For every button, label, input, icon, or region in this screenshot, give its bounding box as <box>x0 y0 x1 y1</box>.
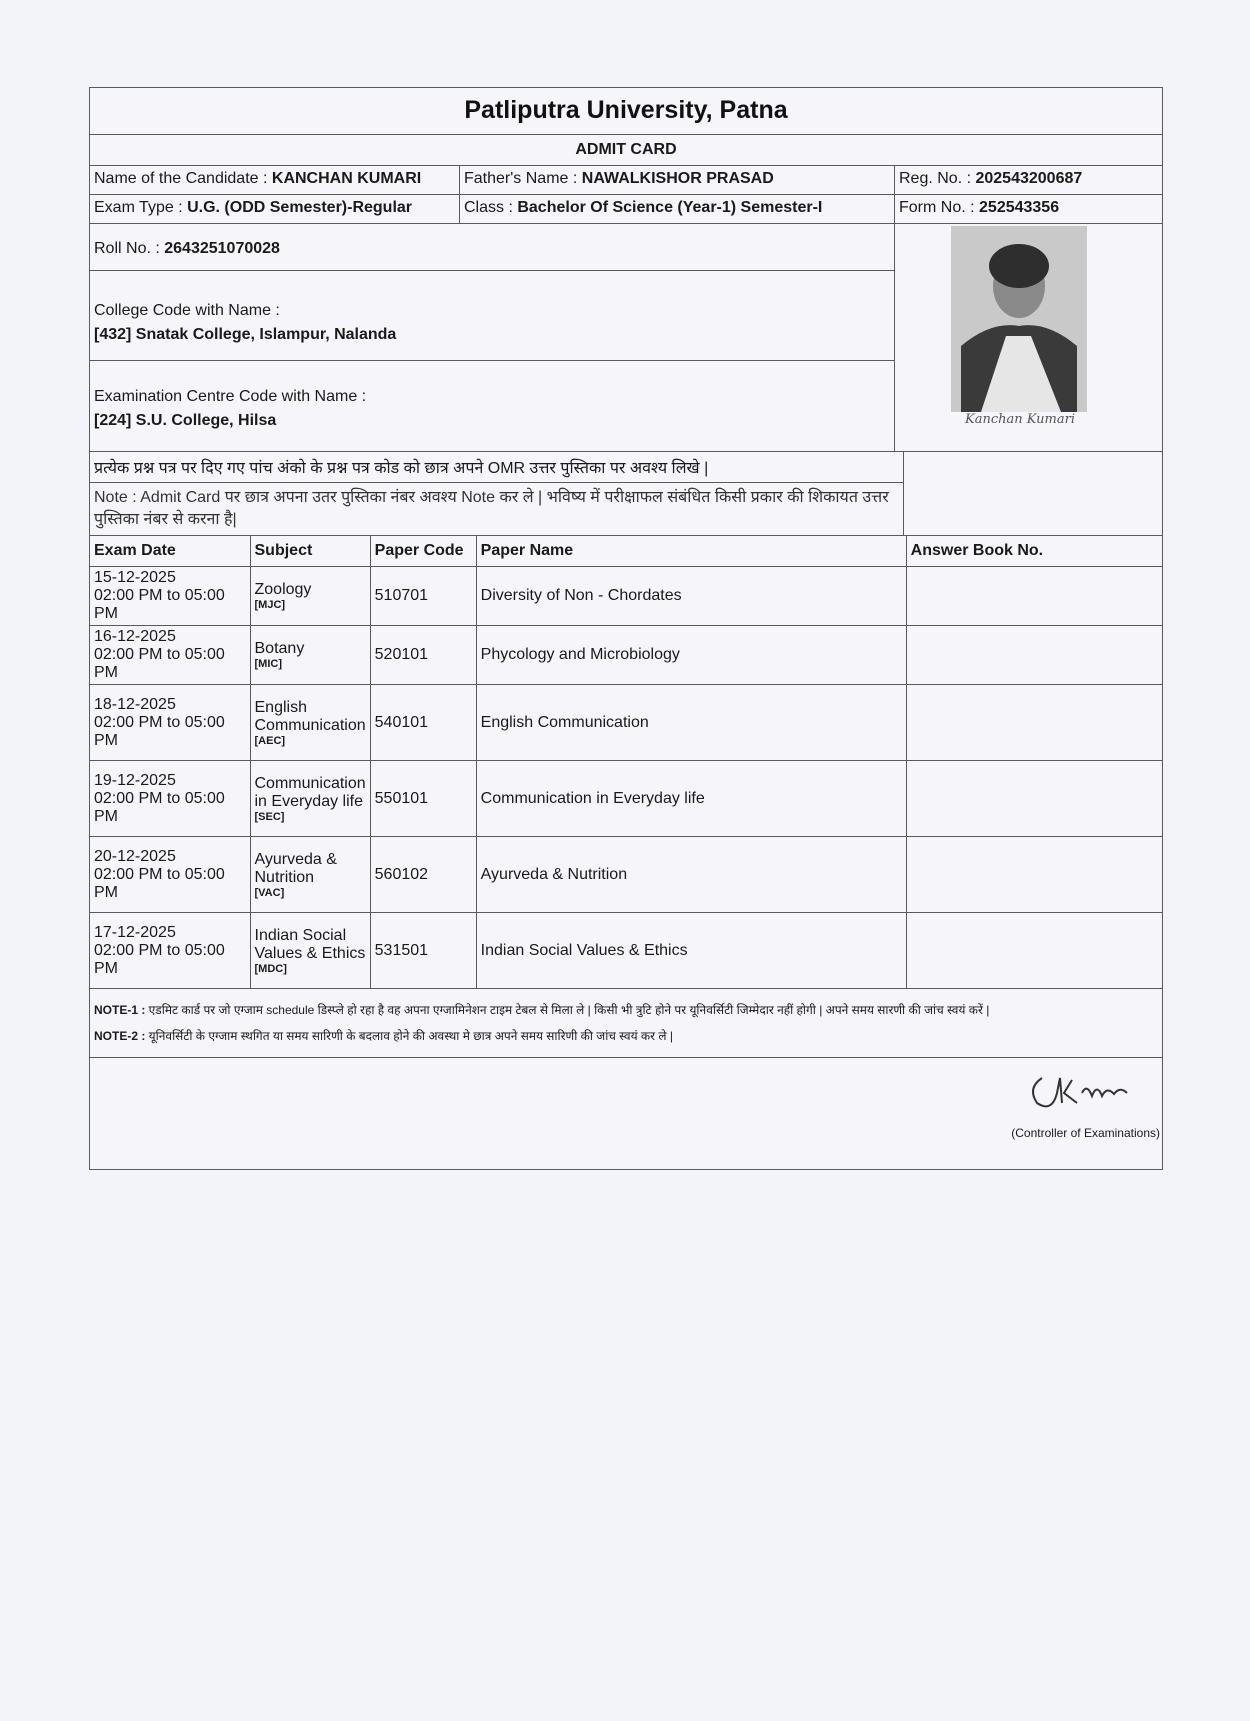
roll-no-label: Roll No. : <box>94 240 165 257</box>
exam-time: 02:00 PM to 05:00 PM <box>94 865 225 901</box>
subject-cell <box>250 567 370 626</box>
paper-name: Diversity of Non - Chordates <box>476 567 906 626</box>
father-name-label: Father's Name : <box>464 170 582 187</box>
reg-no <box>895 166 1162 194</box>
answer-book-no <box>906 685 1162 761</box>
exam-type-value: U.G. (ODD Semester)-Regular <box>187 199 413 216</box>
subject-cell <box>250 626 370 685</box>
admit-card-title: ADMIT CARD <box>90 135 1162 166</box>
exam-date: 16-12-2025 <box>94 628 176 645</box>
note-2-label: NOTE-2 : <box>94 1029 149 1043</box>
candidate-name-value: KANCHAN KUMARI <box>271 170 422 187</box>
paper-name: Indian Social Values & Ethics <box>476 913 906 989</box>
answer-book-no <box>906 626 1162 685</box>
exam-type-label: Exam Type : <box>94 199 188 216</box>
table-row <box>90 761 1162 837</box>
college-info <box>90 271 894 361</box>
answer-book-no <box>906 837 1162 913</box>
centre-info <box>90 361 894 449</box>
centre-value: [224] S.U. College, Hilsa <box>94 412 277 429</box>
college-label: College Code with Name : <box>94 302 280 319</box>
admit-card <box>89 87 1163 1170</box>
paper-code: 520101 <box>370 626 476 685</box>
table-header-row <box>90 536 1162 567</box>
exam-type <box>90 195 460 223</box>
subject-tag: [MIC] <box>254 658 282 670</box>
candidate-name <box>90 166 460 194</box>
notes-section <box>90 989 1162 1058</box>
table-row <box>90 567 1162 626</box>
candidate-signature: Kanchan Kumari <box>965 412 1075 427</box>
candidate-name-label: Name of the Candidate : <box>94 170 272 187</box>
note-1-text: एडमिट कार्ड पर जो एग्जाम schedule डिस्प्ले हो रहा है वह अपना एग्जामिनेशन टाइम टेबल से मिला ले | किसी भी त्रुटि होने पर यूनिवर्सिटी जिम्मेदार नहीं होगी | अपने समय सारणी की जांच स्वयं करें | <box>148 1003 990 1017</box>
exam-date: 15-12-2025 <box>94 569 176 586</box>
paper-name: Communication in Everyday life <box>476 761 906 837</box>
form-no-value: 252543356 <box>979 199 1060 216</box>
subject-cell <box>250 685 370 761</box>
answer-book-no <box>906 913 1162 989</box>
exam-date: 19-12-2025 <box>94 771 176 789</box>
controller-label: (Controller of Examinations) <box>1011 1126 1160 1140</box>
subject: English Communication <box>254 698 366 734</box>
subject: Ayurveda & Nutrition <box>254 850 337 886</box>
paper-code: 560102 <box>370 837 476 913</box>
exam-date-cell <box>90 913 250 989</box>
header-subject: Subject <box>250 536 370 567</box>
class-value: Bachelor Of Science (Year-1) Semester-I <box>517 199 823 216</box>
roll-no-value: 2643251070028 <box>164 240 280 257</box>
candidate-photo <box>951 226 1087 412</box>
class-label: Class : <box>464 199 518 216</box>
instruction-omr: प्रत्येक प्रश्न पत्र पर दिए गए पांच अंको के प्रश्न पत्र कोड को छात्र अपने OMR उत्तर पुस्तिका पर अवश्य लिखे | <box>90 452 903 483</box>
exam-date: 17-12-2025 <box>94 923 176 941</box>
exam-time: 02:00 PM to 05:00 PM <box>94 713 225 749</box>
exam-time: 02:00 PM to 05:00 PM <box>94 587 225 622</box>
answer-book-no <box>906 567 1162 626</box>
instruction-note: Note : Admit Card पर छात्र अपना उतर पुस्तिका नंबर अवश्य Note कर ले | भविष्य में परीक्षाफल संबंधित किसी प्रकार की शिकायत उत्तर पुस्तिका नंबर से करना है| <box>94 489 889 528</box>
exam-date-cell <box>90 761 250 837</box>
subject-cell <box>250 761 370 837</box>
exam-date-cell <box>90 685 250 761</box>
father-name-value: NAWALKISHOR PRASAD <box>581 170 774 187</box>
header-answer-book: Answer Book No. <box>906 536 1162 567</box>
header-exam-date: Exam Date <box>90 536 250 567</box>
table-row <box>90 913 1162 989</box>
form-no-label: Form No. : <box>899 199 980 216</box>
subject-cell <box>250 837 370 913</box>
note-1-label: NOTE-1 : <box>94 1003 149 1017</box>
subject: Botany <box>254 640 305 657</box>
subject-tag: [AEC] <box>254 734 286 747</box>
exam-date-cell <box>90 626 250 685</box>
subject: Zoology <box>254 581 312 598</box>
table-row <box>90 685 1162 761</box>
college-value: [432] Snatak College, Islampur, Nalanda <box>94 326 397 343</box>
exam-time: 02:00 PM to 05:00 PM <box>94 789 225 825</box>
note-1 <box>94 997 1158 1023</box>
subject-tag: [SEC] <box>254 810 285 823</box>
class-info <box>460 195 895 223</box>
exam-time: 02:00 PM to 05:00 PM <box>94 941 225 977</box>
exam-time: 02:00 PM to 05:00 PM <box>94 646 225 681</box>
exam-date: 18-12-2025 <box>94 695 176 713</box>
table-row <box>90 837 1162 913</box>
paper-code: 540101 <box>370 685 476 761</box>
controller-signature-area <box>90 1058 1162 1166</box>
header-paper-name: Paper Name <box>476 536 906 567</box>
subject: Indian Social Values & Ethics <box>254 926 366 962</box>
exam-date: 20-12-2025 <box>94 847 176 865</box>
paper-name: Phycology and Microbiology <box>476 626 906 685</box>
paper-name: English Communication <box>476 685 906 761</box>
centre-label: Examination Centre Code with Name : <box>94 388 367 405</box>
exam-date-cell <box>90 837 250 913</box>
subject-tag: [MJC] <box>254 599 286 611</box>
note-2 <box>94 1023 1158 1049</box>
father-name <box>460 166 895 194</box>
reg-no-label: Reg. No. : <box>899 170 976 187</box>
paper-code: 510701 <box>370 567 476 626</box>
note-2-text: यूनिवर्सिटी के एग्जाम स्थगित या समय सारिणी के बदलाव होने की अवस्था मे छात्र अपने समय सारिणी की जांच स्वयं कर ले | <box>148 1029 673 1043</box>
subject-tag: [VAC] <box>254 886 285 899</box>
paper-name: Ayurveda & Nutrition <box>476 837 906 913</box>
university-title: Patliputra University, Patna <box>90 88 1162 135</box>
controller-signature <box>1022 1068 1152 1118</box>
subject-tag: [MDC] <box>254 962 287 975</box>
paper-code: 550101 <box>370 761 476 837</box>
table-row <box>90 626 1162 685</box>
paper-code: 531501 <box>370 913 476 989</box>
subject: Communication in Everyday life <box>254 774 366 810</box>
exam-date-cell <box>90 567 250 626</box>
reg-no-value: 202543200687 <box>975 170 1083 187</box>
header-paper-code: Paper Code <box>370 536 476 567</box>
subject-cell <box>250 913 370 989</box>
form-no <box>895 195 1162 223</box>
exam-schedule-table <box>90 536 1162 989</box>
roll-no <box>90 224 894 271</box>
answer-book-no <box>906 761 1162 837</box>
